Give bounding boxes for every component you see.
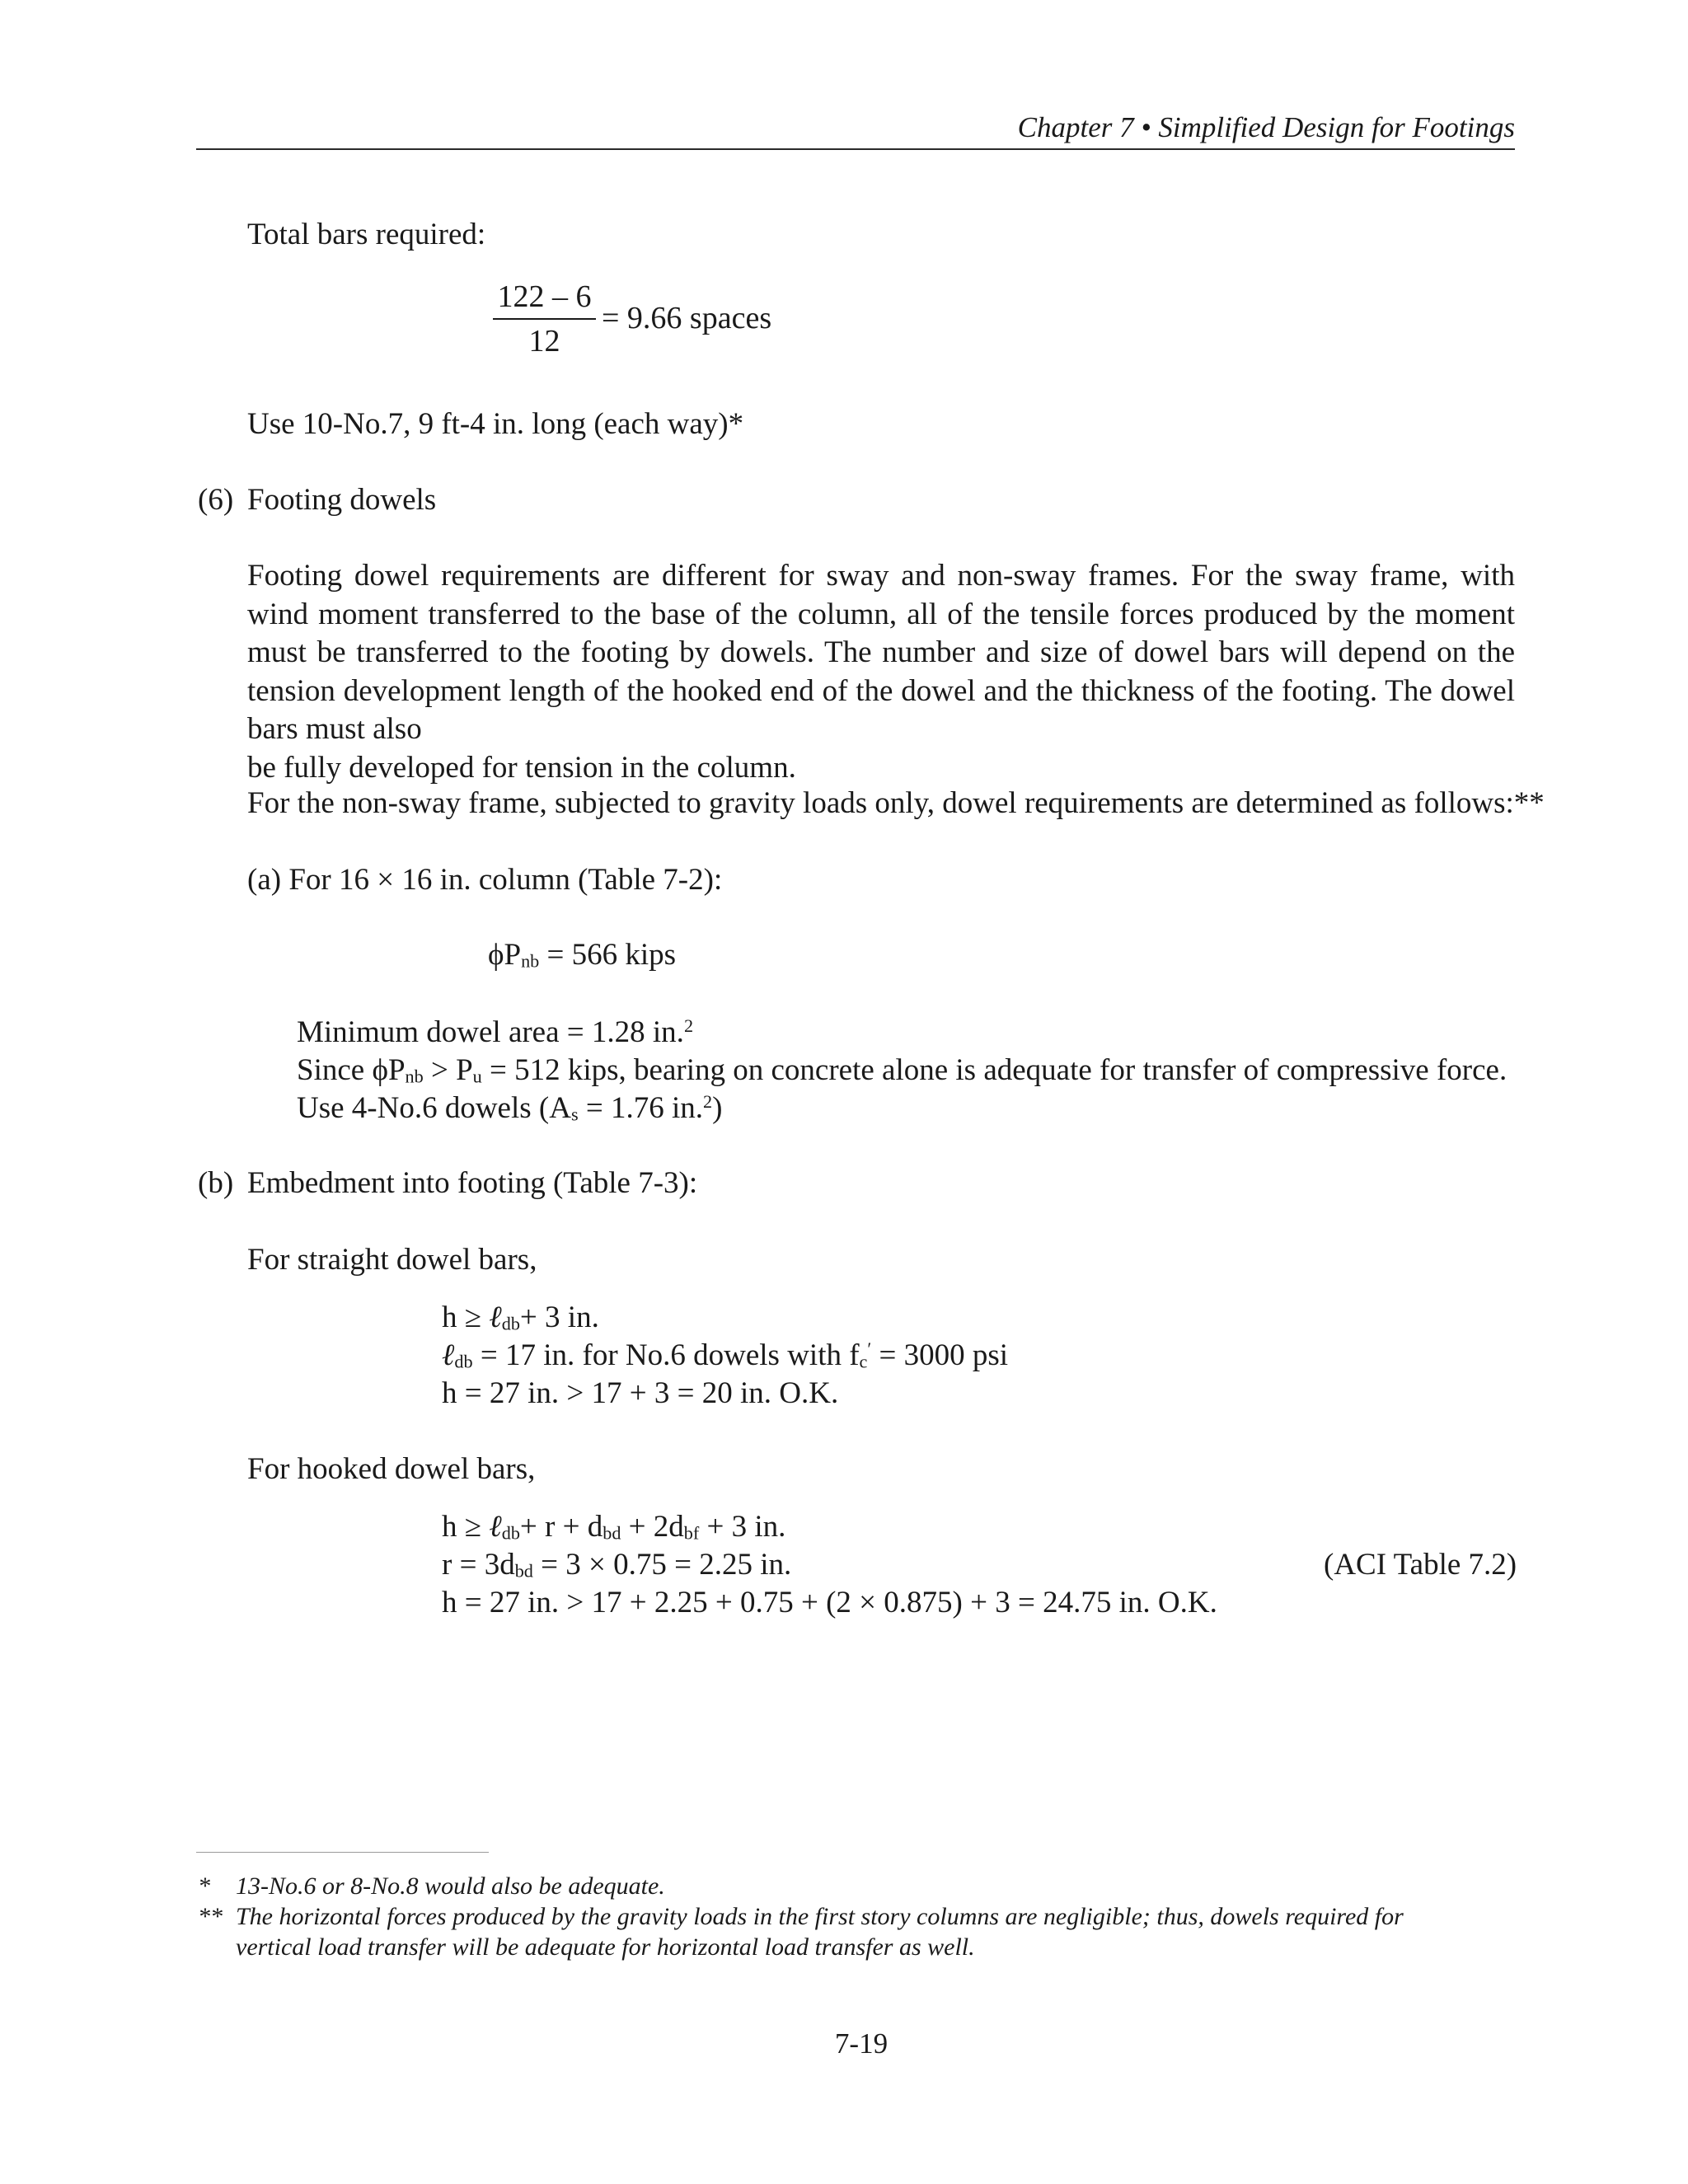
ell-symbol: ℓ <box>489 1510 502 1544</box>
h-ge-text: h ≥ <box>442 1510 490 1544</box>
db-subscript: db <box>454 1351 473 1372</box>
footnote-rule <box>196 1852 489 1853</box>
item-b-number: (b) <box>198 1166 234 1200</box>
hooked-eq-1-part-b: + 2d <box>621 1510 684 1544</box>
hooked-eq-1 <box>442 1508 785 1546</box>
straight-dowel-label: For straight dowel bars, <box>247 1243 537 1277</box>
bd-subscript: bd <box>603 1522 621 1544</box>
item-b-title: Embedment into footing (Table 7-3): <box>247 1166 698 1200</box>
straight-eq-2 <box>442 1337 1008 1375</box>
hooked-eq-1-part-a: + r + d <box>519 1510 603 1544</box>
hooked-eq-2-text: r = 3d <box>442 1548 515 1582</box>
footnote-1-mark: * <box>198 1872 210 1900</box>
straight-eq-2-end: = 3000 psi <box>871 1338 1009 1372</box>
sway-frame-text: Footing dowel requirements are different for sway and non-sway frames. For the sway frame, with wind moment transferred to the base of the column, all of the tensile forces produced by the moment must be transferred to the footing by dowels. The number and size of dowel bars will depend on the tension development length of the hooked end of the dowel and the thickness of the footing. The dowel bars must also <box>247 559 1515 746</box>
phi-symbol: ϕ <box>372 1053 388 1087</box>
fraction-numerator: 122 – 6 <box>497 279 592 314</box>
sway-frame-text-last: be fully developed for tension in the column. <box>247 750 796 785</box>
since-conclusion-text: = 512 kips, bearing on concrete alone is adequate for transfer of compressive force. <box>481 1053 1507 1087</box>
footnote-2-mark: ** <box>198 1903 223 1930</box>
straight-eq-1-rest: + 3 in. <box>519 1301 599 1334</box>
u-subscript: u <box>472 1066 482 1087</box>
page-number: 7-19 <box>834 2027 889 2060</box>
use-dowels-line <box>297 1090 722 1127</box>
total-bars-label: Total bars required: <box>247 218 486 251</box>
hooked-eq-1-part-c: + 3 in. <box>699 1510 786 1544</box>
since-line <box>297 1052 1507 1090</box>
phi-pnb-value: = 566 kips <box>539 938 677 972</box>
straight-eq-3: h = 27 in. > 17 + 3 = 20 in. O.K. <box>442 1376 839 1410</box>
nb-subscript: nb <box>405 1066 424 1087</box>
since-compare-text: > P <box>423 1053 473 1087</box>
footnote-1: 13-No.6 or 8-No.8 would also be adequate. <box>236 1872 665 1900</box>
header-rule <box>196 148 1515 150</box>
straight-eq-1 <box>442 1299 599 1337</box>
hooked-eq-2 <box>442 1546 1517 1584</box>
running-head: Chapter 7 • Simplified Design for Footings <box>1017 111 1515 143</box>
footnote-2-line-1: The horizontal forces produced by the gravity loads in the first story columns are negligible; thus, dowels required for <box>236 1903 1404 1930</box>
prime-mark: ′ <box>867 1338 872 1359</box>
straight-eq-2-text: = 17 in. for No.6 dowels with f <box>472 1338 860 1372</box>
step-6-title: Footing dowels <box>247 483 437 517</box>
h-ge-text: h ≥ <box>442 1301 490 1334</box>
fraction-result: = 9.66 spaces <box>602 301 772 335</box>
fraction-bar <box>493 318 596 320</box>
footnote-2-line-2: vertical load transfer will be adequate for horizontal load transfer as well. <box>236 1933 975 1961</box>
ell-symbol: ℓ <box>489 1301 502 1334</box>
aci-table-reference: (ACI Table 7.2) <box>1324 1548 1517 1582</box>
squared-superscript: 2 <box>683 1015 694 1036</box>
s-subscript: s <box>570 1104 579 1125</box>
squared-superscript: 2 <box>703 1090 713 1112</box>
bd-subscript: bd <box>514 1560 533 1582</box>
minimum-dowel-area <box>297 1014 693 1052</box>
minimum-dowel-text: Minimum dowel area = 1.28 in. <box>297 1015 684 1049</box>
phi-pnb-equation <box>488 936 676 974</box>
hooked-dowel-label: For hooked dowel bars, <box>247 1452 536 1486</box>
db-subscript: db <box>501 1522 520 1544</box>
use-dowels-area: = 1.76 in. <box>578 1091 703 1125</box>
p-symbol: P <box>387 1053 406 1087</box>
phi-symbol: ϕ <box>488 938 504 972</box>
sway-frame-paragraph <box>247 557 1515 787</box>
since-text: Since <box>297 1053 373 1087</box>
bf-subscript: bf <box>683 1522 700 1544</box>
use-bars-line: Use 10-No.7, 9 ft-4 in. long (each way)* <box>247 407 744 441</box>
c-subscript: c <box>859 1351 868 1372</box>
item-a-label: (a) For 16 × 16 in. column (Table 7-2): <box>247 863 723 897</box>
p-symbol: P <box>504 938 522 972</box>
hooked-eq-2-value: = 3 × 0.75 = 2.25 in. <box>532 1548 792 1582</box>
use-dowels-text: Use 4-No.6 dowels (A <box>297 1091 571 1125</box>
non-sway-paragraph: For the non-sway frame, subjected to gravity loads only, dowel requirements are determined as follows:** <box>247 786 1545 820</box>
fraction-denominator: 12 <box>528 324 560 359</box>
hooked-eq-3: h = 27 in. > 17 + 2.25 + 0.75 + (2 × 0.875) + 3 = 24.75 in. O.K. <box>442 1586 1217 1619</box>
ell-symbol: ℓ <box>442 1338 455 1372</box>
closing-paren: ) <box>712 1091 723 1125</box>
step-6-number: (6) <box>198 483 234 517</box>
db-subscript: db <box>501 1313 520 1334</box>
nb-subscript: nb <box>521 950 540 972</box>
